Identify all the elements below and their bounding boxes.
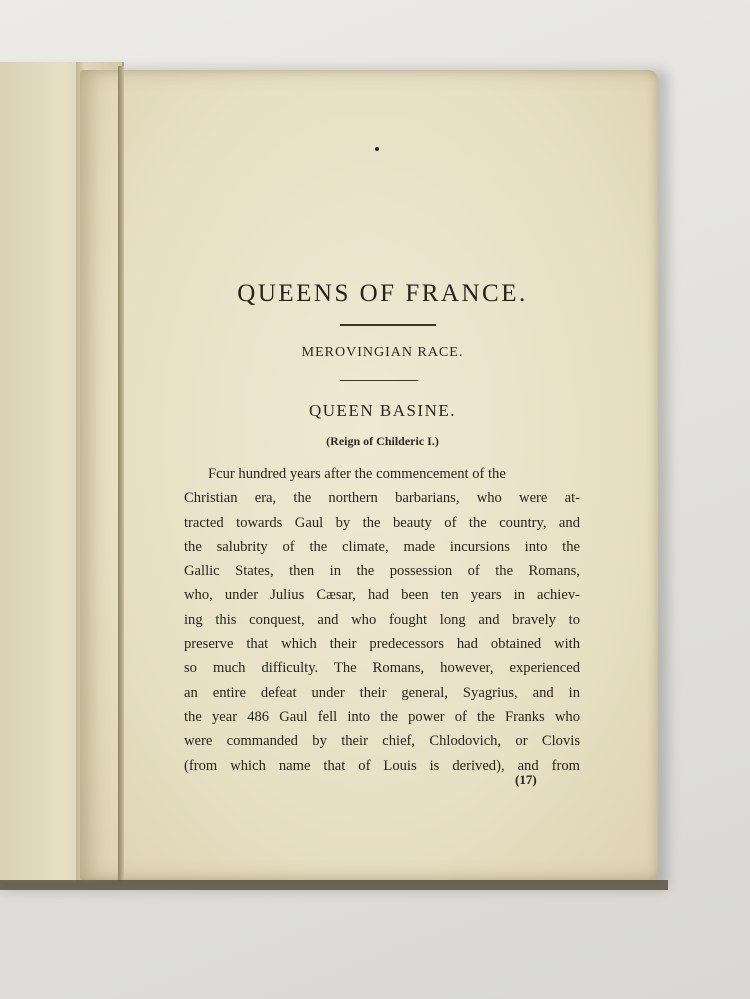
text-line: so much difficulty. The Romans, however, experienced bbox=[184, 660, 580, 677]
text-line: preserve that which their predecessors had obtained with bbox=[184, 636, 580, 653]
text-line: Christian era, the northern barbarians, who were at- bbox=[184, 490, 580, 507]
body-paragraph bbox=[184, 462, 580, 778]
book-bottom-edge bbox=[0, 880, 668, 890]
text-line: Gallic States, then in the possession of the Romans, bbox=[184, 563, 580, 580]
section-subtitle: MEROVINGIAN RACE. bbox=[301, 345, 464, 360]
reign-note: (Reign of Childeric I.) bbox=[326, 434, 439, 448]
text-line: ing this conquest, and who fought long and bravely to bbox=[184, 611, 580, 628]
text-line: tracted towards Gaul by the beauty of the country, and bbox=[184, 514, 580, 531]
page-title: QUEENS OF FRANCE. bbox=[237, 280, 528, 307]
chapter-title: QUEEN BASINE. bbox=[309, 401, 456, 420]
spine bbox=[118, 66, 124, 882]
text-line: Fcur hundred years after the commencement of the bbox=[208, 466, 506, 482]
text-line: were commanded by their chief, Chlodovich, or Clovis bbox=[184, 733, 580, 750]
text-line: who, under Julius Cæsar, had been ten years in achiev- bbox=[184, 587, 580, 604]
subtitle-rule bbox=[340, 380, 418, 381]
text-line: (from which name that of Louis is derived), and from bbox=[184, 757, 580, 774]
text-line: the salubrity of the climate, made incursions into the bbox=[184, 538, 580, 555]
page-number: (17) bbox=[515, 772, 537, 787]
ink-speck bbox=[375, 147, 379, 151]
title-rule bbox=[340, 324, 436, 326]
text-line: an entire defeat under their general, Syagrius, and in bbox=[184, 684, 580, 701]
text-line: the year 486 Gaul fell into the power of the Franks who bbox=[184, 708, 580, 725]
